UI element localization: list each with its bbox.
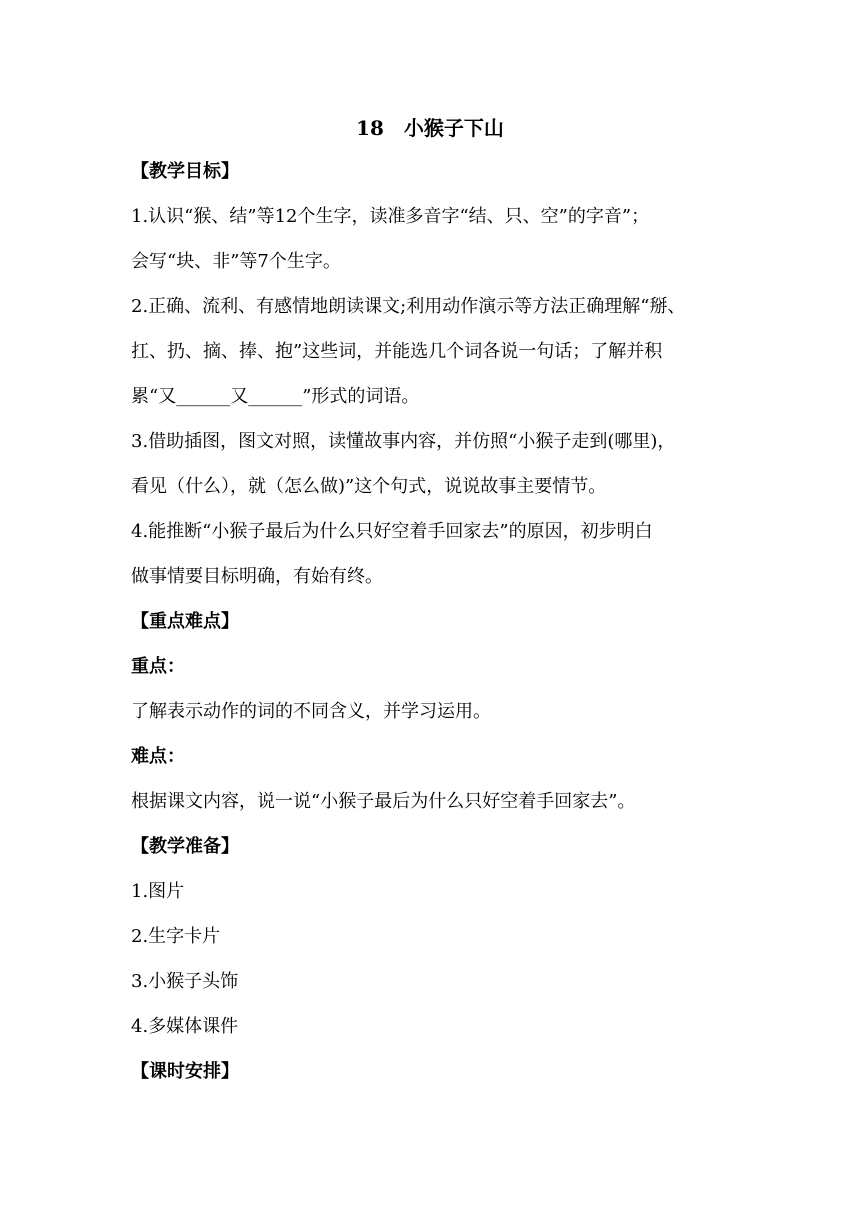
section-heading-preparation: 【教学准备】 <box>131 836 239 857</box>
subheading-key-point: 重点： <box>131 656 185 677</box>
goal-2-line-1: 2.正确、流利、有感情地朗读课文;利用动作演示等方法正确理解“掰、 <box>131 296 686 317</box>
goal-2-line-2: 扛、扔、摘、捧、抱”这些词，并能选几个词各说一句话；了解并积 <box>131 341 663 362</box>
key-point-text: 了解表示动作的词的不同含义，并学习运用。 <box>131 701 491 722</box>
preparation-item-2: 2.生字卡片 <box>131 926 221 947</box>
goal-3-line-1: 3.借助插图，图文对照，读懂故事内容，并仿照“小猴子走到(哪里)， <box>131 431 676 452</box>
goal-1-line-1: 1.认识“猴、结”等12个生字，读准多音字“结、只、空”的字音”； <box>131 206 650 227</box>
section-heading-schedule: 【课时安排】 <box>131 1061 239 1082</box>
goal-3-line-2: 看见（什么），就（怎么做)”这个句式，说说故事主要情节。 <box>131 476 607 497</box>
subheading-difficult-point: 难点： <box>131 746 185 767</box>
goal-4-line-1: 4.能推断“小猴子最后为什么只好空着手回家去”的原因，初步明白 <box>131 521 653 542</box>
goal-2-line-3: 累“又______又______”形式的词语。 <box>131 386 420 407</box>
difficult-point-text: 根据课文内容，说一说“小猴子最后为什么只好空着手回家去”。 <box>131 791 636 812</box>
page-title: 18 小猴子下山 <box>356 116 504 140</box>
goal-1-line-2: 会写“块、非”等7个生字。 <box>131 251 341 272</box>
preparation-item-4: 4.多媒体课件 <box>131 1016 239 1037</box>
preparation-item-1: 1.图片 <box>131 881 185 902</box>
section-heading-key-points: 【重点难点】 <box>131 611 239 632</box>
goal-4-line-2: 做事情要目标明确，有始有终。 <box>131 566 383 587</box>
section-heading-teaching-goals: 【教学目标】 <box>131 161 239 182</box>
preparation-item-3: 3.小猴子头饰 <box>131 971 239 992</box>
document-body <box>131 156 731 1101</box>
